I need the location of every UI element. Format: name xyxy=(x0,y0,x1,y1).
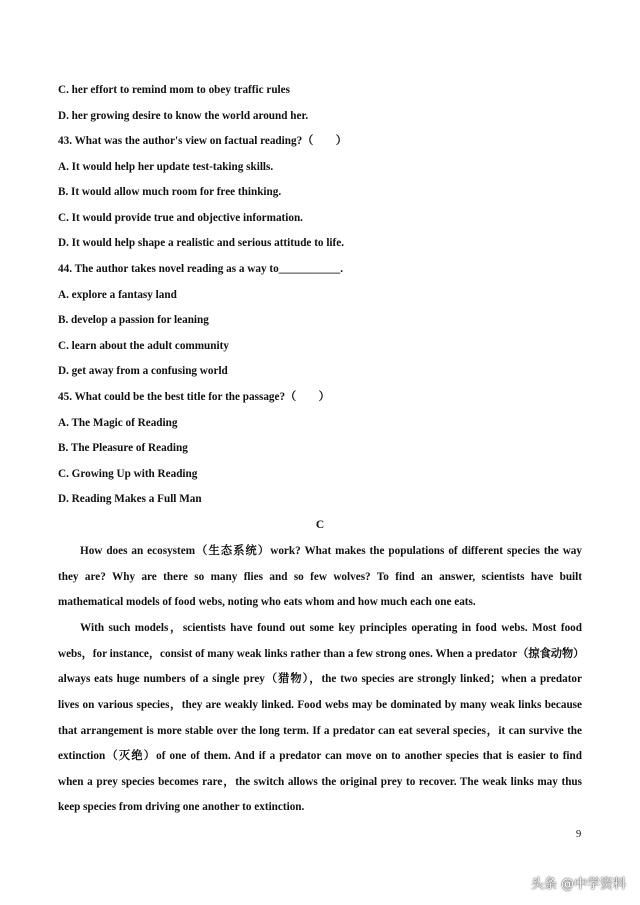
q43-stem: 43. What was the author's view on factual reading?（ ） xyxy=(58,135,347,147)
q44-option-a: A. explore a fantasy land xyxy=(58,289,177,301)
paragraph2-line: keep species from driving one another to extinction. xyxy=(58,801,305,813)
paragraph2-line: always eats huge numbers of a single prey（猎物），the two species are strongly linked；when a predator xyxy=(58,673,582,685)
q45-stem: 45. What could be the best title for the passage?（ ） xyxy=(58,391,330,403)
paragraph2-line: With such models，scientists have found out some key principles operating in food webs. Most food xyxy=(80,622,582,634)
paragraph1-line: they are? Why are there so many flies and so few wolves? To find an answer, scientists have built xyxy=(58,571,582,583)
watermark: 头条 @中学资料 xyxy=(530,877,626,892)
q44-stem: 44. The author takes novel reading as a way to___________. xyxy=(58,263,343,275)
q43-option-a: A. It would help her update test-taking skills. xyxy=(58,161,274,173)
q43-option-d: D. It would help shape a realistic and serious attitude to life. xyxy=(58,237,345,249)
q42-option-d: D. her growing desire to know the world around her. xyxy=(58,110,309,122)
q42-option-c: C. her effort to remind mom to obey traffic rules xyxy=(58,84,290,96)
q45-option-a: A. The Magic of Reading xyxy=(58,417,178,429)
page-number: 9 xyxy=(576,829,582,840)
q45-option-b: B. The Pleasure of Reading xyxy=(58,442,188,454)
paragraph2-line: webs，for instance，consist of many weak links rather than a few strong ones. When a predator（掠食动物） xyxy=(58,648,585,660)
paragraph1-line: How does an ecosystem（生态系统）work? What makes the populations of different species the way xyxy=(80,545,582,557)
paragraph2-line: that arrangement is more stable over the long term. If a predator can eat several species，it can survive the xyxy=(58,725,582,737)
paragraph2-line: lives on various species，they are weakly linked. Food webs may be dominated by many weak links because xyxy=(58,699,582,711)
q43-option-b: B. It would allow much room for free thinking. xyxy=(58,186,282,198)
paragraph2-line: extinction（灭绝）of one of them. And if a predator can move on to another species that is easier to find xyxy=(58,750,582,762)
section-heading-c: C xyxy=(315,519,325,531)
q44-option-b: B. develop a passion for leaning xyxy=(58,314,209,326)
q45-option-c: C. Growing Up with Reading xyxy=(58,468,198,480)
q43-option-c: C. It would provide true and objective information. xyxy=(58,212,303,224)
paragraph1-line: mathematical models of food webs, noting who eats whom and how much each one eats. xyxy=(58,596,476,608)
paragraph2-line: when a prey species becomes rare，the switch allows the original prey to recover. The weak links may thus xyxy=(58,776,582,788)
q45-option-d: D. Reading Makes a Full Man xyxy=(58,493,202,505)
q44-option-d: D. get away from a confusing world xyxy=(58,365,228,377)
q44-option-c: C. learn about the adult community xyxy=(58,340,229,352)
